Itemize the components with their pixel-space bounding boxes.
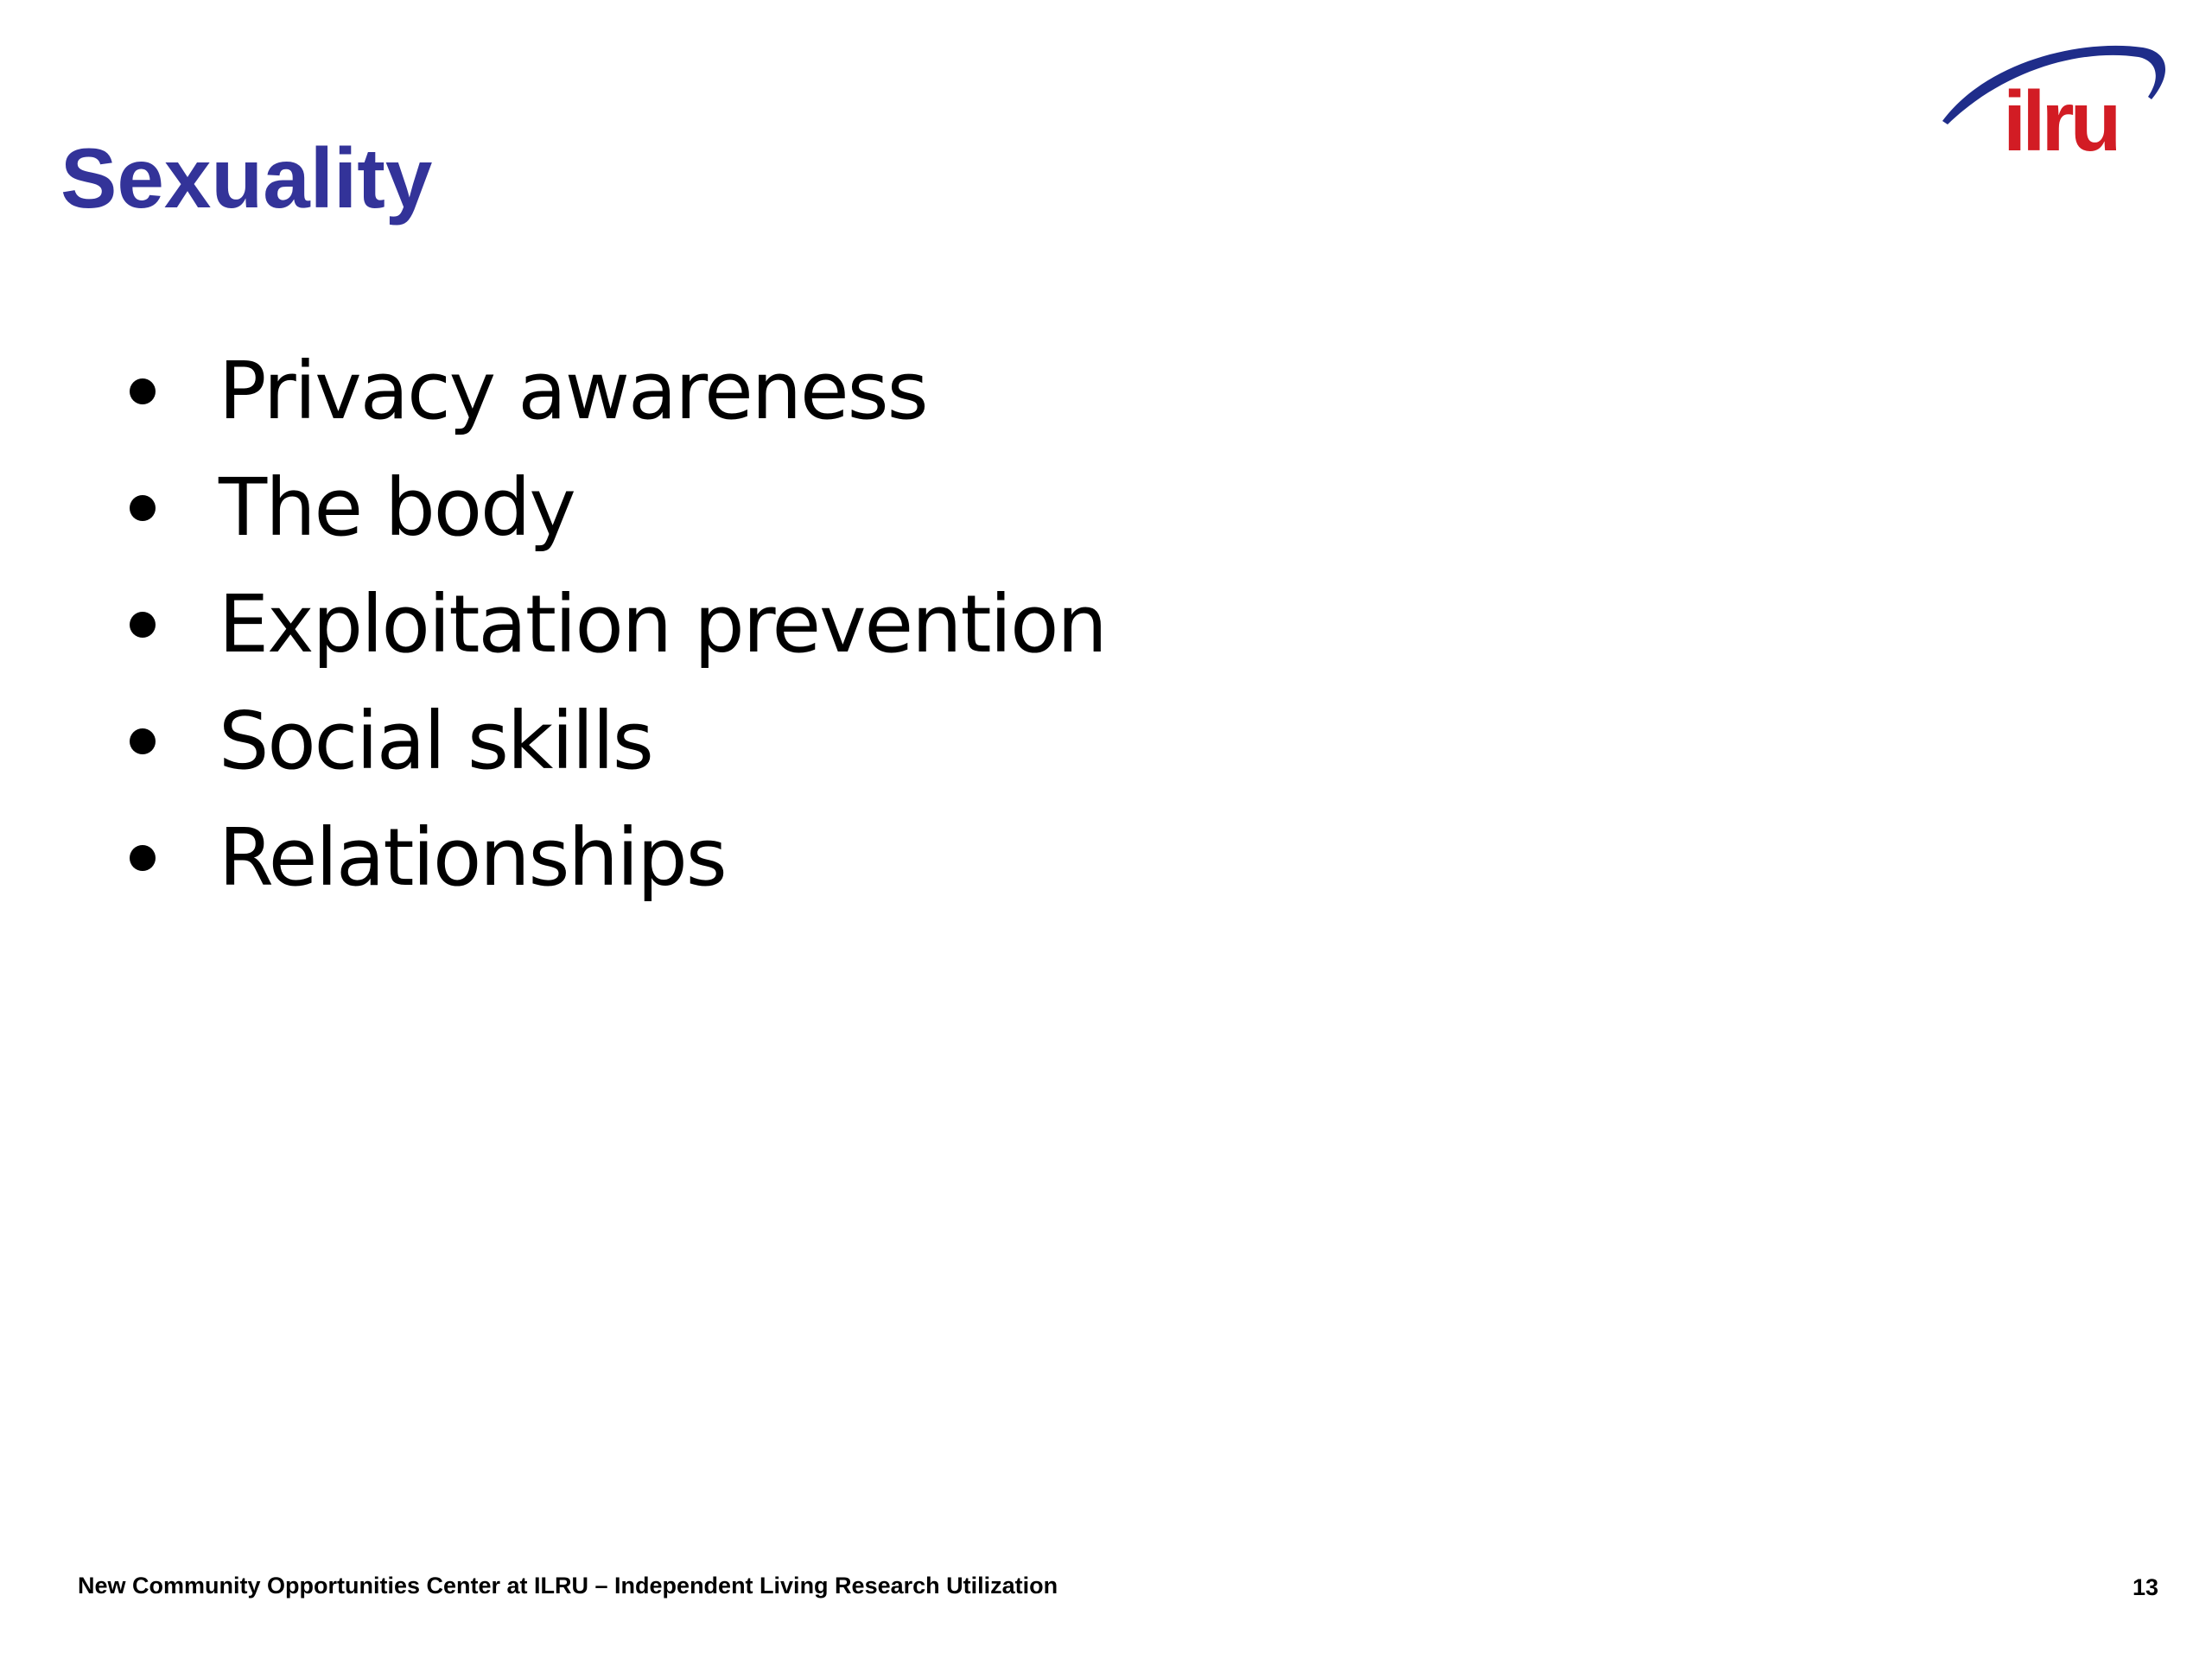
bullet-item-privacy-awareness xyxy=(130,333,1106,449)
bullet-item-social-skills xyxy=(130,683,1106,799)
bullet-item-relationships xyxy=(130,799,1106,916)
footer-text: New Community Opportunities Center at ILRU – Independent Living Research Utilization xyxy=(78,1573,1058,1599)
bullet-text: Relationships xyxy=(219,811,726,904)
bullet-dot-icon xyxy=(130,728,156,754)
bullet-item-exploitation-prevention xyxy=(130,566,1106,683)
slide-title: Sexuality xyxy=(60,130,433,226)
ilru-logo xyxy=(1936,35,2169,164)
bullet-text: Exploitation prevention xyxy=(219,578,1106,671)
bullet-list xyxy=(130,333,1106,916)
bullet-text: The body xyxy=(219,461,575,554)
bullet-dot-icon xyxy=(130,378,156,404)
bullet-dot-icon xyxy=(130,612,156,638)
bullet-text: Social skills xyxy=(219,695,652,787)
bullet-dot-icon xyxy=(130,495,156,521)
bullet-dot-icon xyxy=(130,845,156,871)
logo-text: ilru xyxy=(2003,73,2118,164)
page-number: 13 xyxy=(2132,1574,2158,1600)
bullet-text: Privacy awareness xyxy=(219,345,927,437)
bullet-item-the-body xyxy=(130,449,1106,566)
